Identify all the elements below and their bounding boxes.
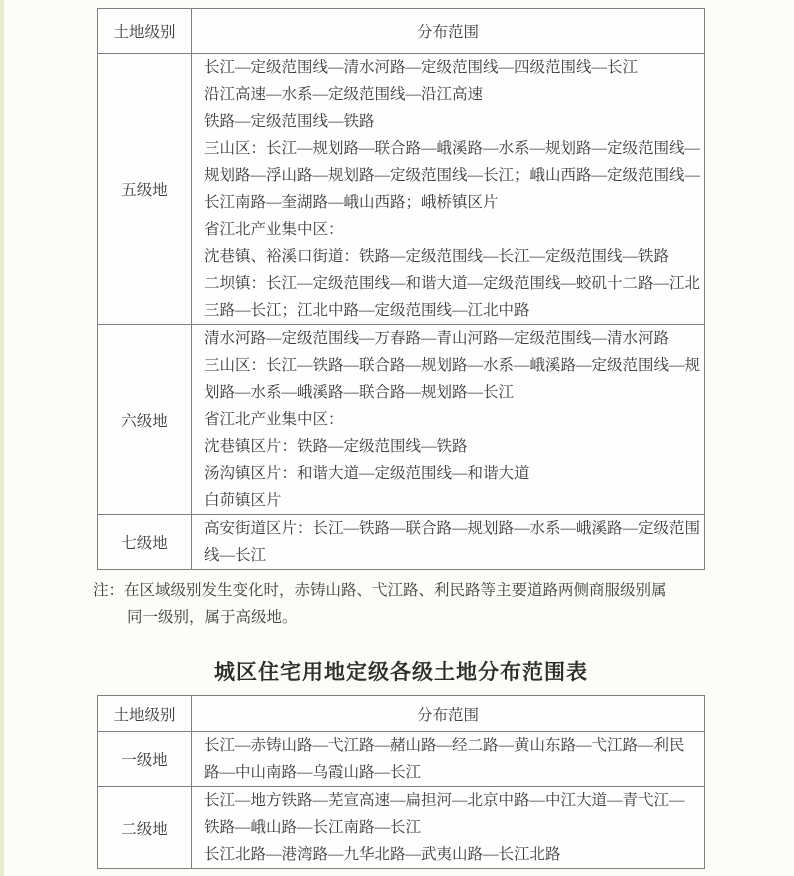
range-line: 三山区：长江—规划路—联合路—峨溪路—水系—规划路—定级范围线—: [204, 140, 701, 157]
footnote: [93, 577, 765, 631]
table1-range-column-header: 分布范围: [416, 24, 479, 41]
range-line: 划路—水系—峨溪路—联合路—规划路—长江: [204, 384, 515, 401]
range-line: 沿江高速—水系—定级范围线—沿江高速: [204, 86, 484, 103]
range-line: 沈巷镇区片：铁路—定级范围线—铁路: [204, 438, 468, 455]
range-line: 沈巷镇、裕溪口街道：铁路—定级范围线—长江—定级范围线—铁路: [204, 248, 670, 265]
range-line: 铁路—定级范围线—铁路: [204, 113, 375, 130]
table-row-grade-6: [98, 325, 704, 515]
range-line: 线—长江: [204, 547, 267, 564]
page-content: [93, 8, 705, 869]
table-row-grade-5: [98, 54, 704, 325]
range-line: 长江南路—奎湖路—峨山西路；峨桥镇区片: [204, 194, 499, 211]
range-cell: [192, 515, 704, 569]
land-grade-table-1: [97, 8, 705, 570]
range-line: 高安街道区片：长江—铁路—联合路—规划路—水系—峨溪路—定级范围: [204, 520, 701, 537]
range-line: 汤沟镇区片：和谐大道—定级范围线—和谐大道: [204, 465, 530, 482]
range-line: 长江—地方铁路—芜宣高速—扁担河—北京中路—中江大道—青弋江—: [204, 792, 685, 809]
range-line: 长江—赤铸山路—弋江路—赭山路—经二路—黄山东路—弋江路—利民: [204, 737, 685, 754]
land-grade-table-2: [97, 695, 705, 869]
range-line: 三路—长江；江北中路—定级范围线—江北中路: [204, 302, 530, 319]
grade-cell: 五级地: [98, 54, 192, 324]
table-row-grade-7: [98, 515, 704, 569]
table2-range-column-header: 分布范围: [416, 706, 479, 724]
range-line: 省江北产业集中区：: [204, 221, 344, 238]
range-line: 路—中山南路—乌霞山路—长江: [204, 764, 422, 781]
table2-header-row: [98, 696, 704, 732]
grade-cell: 一级地: [98, 732, 192, 786]
range-cell: [192, 732, 704, 786]
range-line: 长江北路—港湾路—九华北路—武夷山路—长江北路: [204, 846, 561, 863]
range-cell: [192, 325, 704, 514]
range-line: 规划路—浮山路—规划路—定级范围线—长江；峨山西路—定级范围线—: [204, 167, 701, 184]
range-line: 长江—定级范围线—清水河路—定级范围线—四级范围线—长江: [204, 59, 639, 76]
section-title: 城区住宅用地定级各级土地分布范围表: [214, 660, 588, 684]
range-cell: [192, 787, 704, 868]
grade-cell: 七级地: [98, 515, 192, 569]
range-line: 铁路—峨山路—长江南路—长江: [204, 819, 422, 836]
table-row-grade-2: [98, 787, 704, 868]
range-line: 二坝镇：长江—定级范围线—和谐大道—定级范围线—蛟矶十二路—江北: [204, 275, 701, 292]
grade-cell: 二级地: [98, 787, 192, 868]
page-edge-stripe: [0, 0, 4, 876]
table1-header-row: [98, 9, 704, 54]
table1-grade-column-header: 土地级别: [98, 9, 192, 53]
range-cell: [192, 54, 704, 324]
range-line: 清水河路—定级范围线—万春路—青山河路—定级范围线—清水河路: [204, 330, 670, 347]
grade-cell: 六级地: [98, 325, 192, 514]
footnote-line-1: 注：在区域级别发生变化时，赤铸山路、弋江路、利民路等主要道路两侧商服级别属: [93, 582, 667, 599]
table2-grade-column-header: 土地级别: [98, 696, 192, 731]
table-row-grade-1: [98, 732, 704, 787]
range-line: 省江北产业集中区：: [204, 411, 344, 428]
footnote-line-2: 同一级别，属于高级地。: [127, 609, 298, 626]
range-line: 白茆镇区片: [204, 492, 282, 509]
range-line: 三山区：长江—铁路—联合路—规划路—水系—峨溪路—定级范围线—规: [204, 357, 701, 374]
